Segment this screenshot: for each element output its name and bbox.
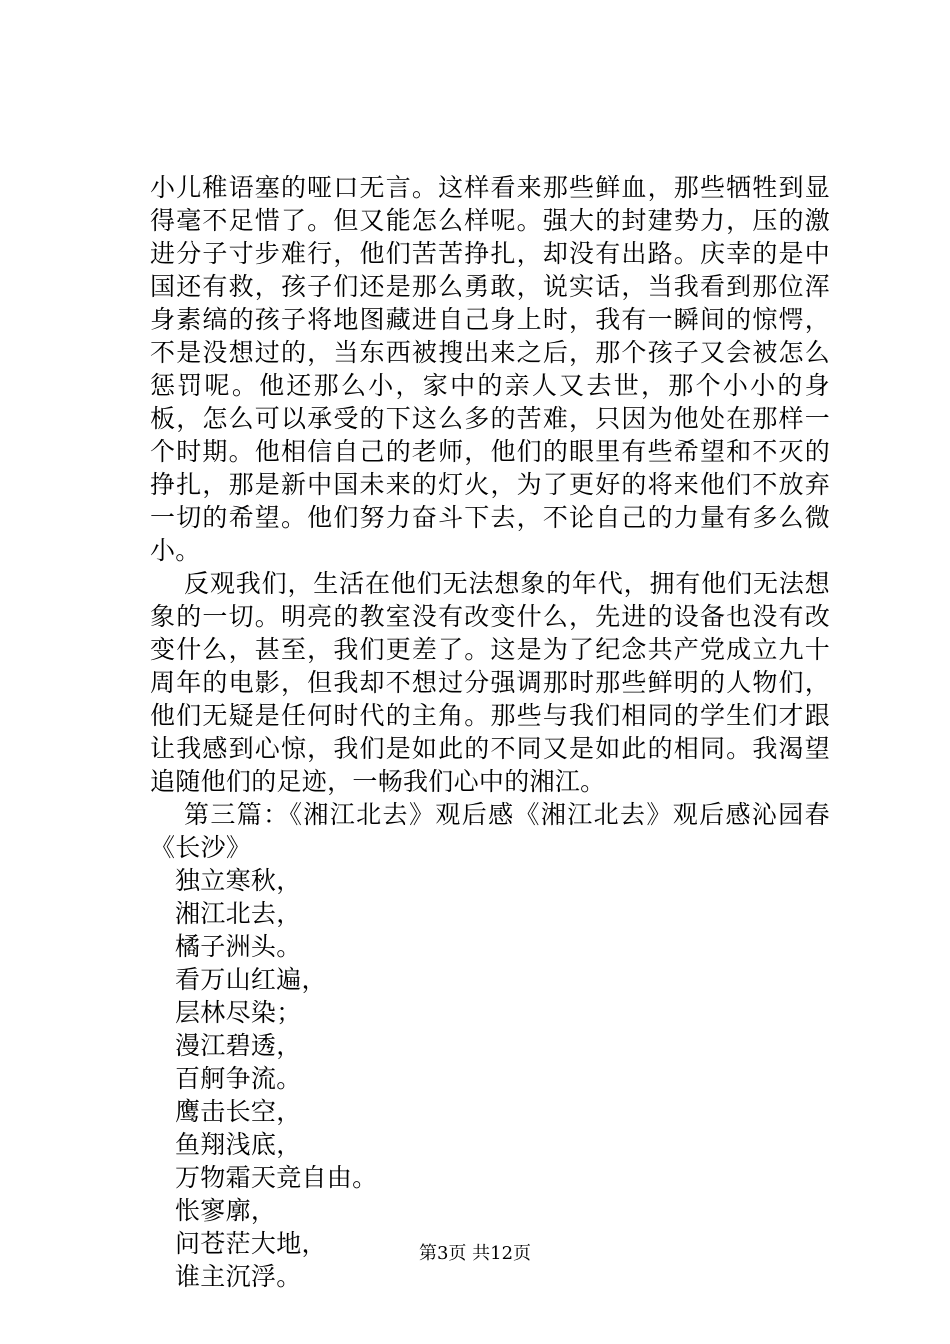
paragraph-reflection: 反观我们，生活在他们无法想象的年代，拥有他们无法想象的一切。明亮的教室没有改变什么，先进的设备也没有改变什么，甚至，我们更差了。这是为了纪念共产党成立九十周年的电影，但我却不想过分强调那时那些鲜明的人物们，他们无疑是任何时代的主角。那些与我们相同的学生们才跟让我感到心惊，我们是如此的不同又是如此的相同。我渴望追随他们的足迹，一畅我们心中的湘江。 bbox=[150, 569, 830, 796]
poem-line: 橘子洲头。 bbox=[175, 932, 302, 961]
poem-line: 百舸争流。 bbox=[175, 1064, 302, 1093]
poem-line: 问苍茫大地， bbox=[175, 1229, 327, 1258]
page-footer bbox=[0, 1242, 950, 1266]
poem-line: 漫江碧透， bbox=[175, 1031, 302, 1060]
poem-line: 谁主沉浮。 bbox=[175, 1262, 302, 1291]
paragraph-continuation: 小儿稚语塞的哑口无言。这样看来那些鲜血，那些牺牲到显得毫不足惜了。但又能怎么样呢。强大的封建势力，压的激进分子寸步难行，他们苦苦挣扎，却没有出路。庆幸的是中国还有救，孩子们还是那么勇敢，说实话，当我看到那位浑身素缟的孩子将地图藏进自己身上时，我有一瞬间的惊愕，不是没想过的，当东西被搜出来之后，那个孩子又会被怎么惩罚呢。他还那么小，家中的亲人又去世，那个小小的身板，怎么可以承受的下这么多的苦难，只因为他处在那样一个时期。他相信自己的老师，他们的眼里有些希望和不灭的挣扎，那是新中国未来的灯火，为了更好的将来他们不放弃一切的希望。他们努力奋斗下去，不论自己的力量有多么微小。 bbox=[150, 173, 830, 565]
poem-line: 独立寒秋， bbox=[175, 866, 302, 895]
section-heading: 第三篇：《湘江北去》观后感《湘江北去》观后感沁园春《长沙》 bbox=[150, 800, 830, 862]
document-body bbox=[150, 171, 830, 1293]
poem-line: 看万山红遍， bbox=[175, 965, 327, 994]
page-number: 第3页 共12页 bbox=[418, 1243, 532, 1264]
poem-line: 鱼翔浅底， bbox=[175, 1130, 302, 1159]
poem-line: 鹰击长空， bbox=[175, 1097, 302, 1126]
poem-line: 万物霜天竞自由。 bbox=[175, 1163, 378, 1192]
poem-line: 湘江北去， bbox=[175, 899, 302, 928]
poem-line: 怅寥廓， bbox=[175, 1196, 277, 1225]
poem bbox=[150, 864, 830, 1293]
poem-line: 层林尽染； bbox=[175, 998, 302, 1027]
